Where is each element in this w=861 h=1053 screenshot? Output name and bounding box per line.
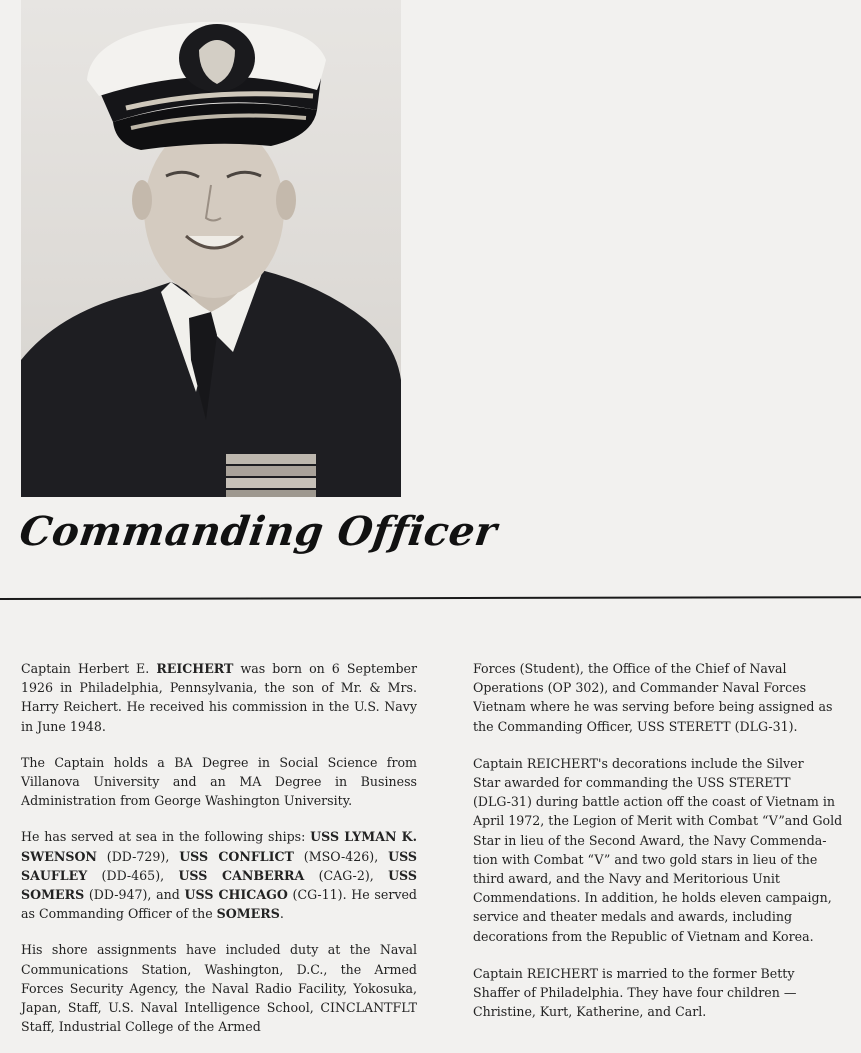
biography-paragraph [473,754,861,946]
biography-paragraph [21,940,417,1036]
paragraph-text: (DD-947), and [84,887,185,903]
text-line: Operations (OP 302), and Commander Naval Forces [473,680,807,696]
paragraph-text: . [279,906,284,922]
bold-name: SOMERS [216,906,280,922]
bold-name: USS LYMAN K. SWENSON [21,829,417,864]
paragraph-text: Captain Herbert E. [21,661,157,676]
text-line: service and theater medals and awards, including [473,909,793,925]
bold-name: USS CONFLICT [179,848,294,864]
text-line: (DLG-31) during battle action off the coast of Vietnam in [473,794,835,810]
paragraph-text: The Captain holds a BA Degree in Social Science from Villanova University and an MA Degree in Business Administration from George Washington University. [21,754,417,809]
biography-paragraph [21,753,417,811]
left-text-column [21,659,417,1053]
biography-paragraph [21,827,417,923]
text-line: Star awarded for commanding the USS STERETT [473,775,791,791]
horizontal-divider [0,596,861,600]
paragraph-text: (MSO-426), [293,848,389,864]
text-line: Shaffer of Philadelphia. They have four children — [473,985,797,1001]
biography-paragraph [473,659,861,736]
ribbons [226,454,316,497]
paragraph-text: His shore assignments have included duty at the Naval Communications Station, Washington, D.C., the Armed Forces Security Agency, the Naval Radio Facility, Yokosuka, Japan, Staff, U.S. Naval Intelligence School, CINCLANTFLT Staff, Industrial College of the Armed [21,942,417,1035]
paragraph-text: He has served at sea in the following ships: [21,829,311,845]
bold-name: USS CANBERRA [178,867,305,883]
right-text-column [473,659,861,1039]
biography-paragraph [473,964,861,1022]
text-line: Captain REICHERT is married to the former Betty [473,965,795,981]
text-line: Christine, Kurt, Katherine, and Carl. [473,1004,707,1020]
paragraph-text: (DD-465), [87,867,179,883]
biography-paragraph [21,659,417,736]
page-heading: Commanding Officer [16,508,501,555]
bold-name: USS SAUFLEY [21,848,417,883]
paragraph-text: (CAG-2), [304,867,389,883]
text-line: Vietnam where he was serving before being assigned as [473,699,833,715]
text-line: Forces (Student), the Office of the Chief of Naval [473,661,787,676]
text-line: third award, and the Navy and Meritorious Unit [473,871,780,887]
text-line: Captain REICHERT's decorations include the Silver [473,755,804,771]
text-line: Commendations. In addition, he holds eleven campaign, [473,890,832,906]
text-line: Star in lieu of the Second Award, the Navy Commenda- [473,832,827,848]
paragraph-text: was born on 6 September 1926 in Philadelphia, Pennsylvania, the son of Mr. & Mrs. Harry Reichert. He received his commission in the U.S. Navy in June 1948. [21,661,418,734]
text-line: April 1972, the Legion of Merit with Combat “V”and Gold [473,813,843,829]
paragraph-text: (CG-11). He served as Commanding Officer of the [21,887,417,922]
bold-name: USS CHICAGO [184,887,288,903]
bold-name: REICHERT [156,661,234,676]
text-line: the Commanding Officer, USS STERETT (DLG-31). [473,718,798,734]
paragraph-text: (DD-729), [96,848,180,864]
text-line: decorations from the Republic of Vietnam and Korea. [473,928,814,944]
officer-portrait-illustration [21,0,401,497]
officer-portrait-photo [21,0,401,497]
bold-name: USS SOMERS [21,867,417,903]
text-line: tion with Combat “V” and two gold stars in lieu of the [473,851,818,867]
